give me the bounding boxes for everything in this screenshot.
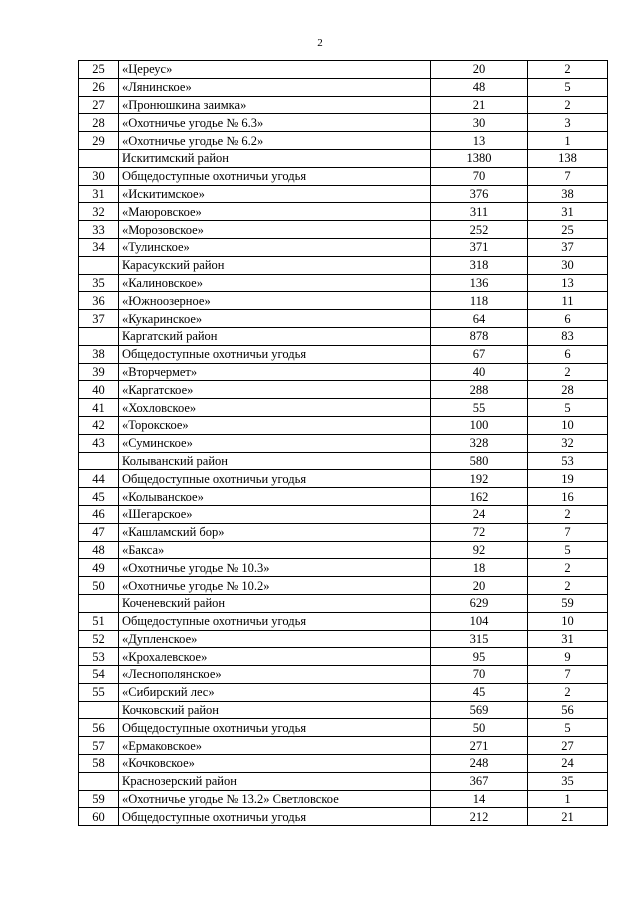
hunting-ground-name-cell: Колыванский район	[119, 452, 431, 470]
hunting-ground-name-cell: Общедоступные охотничьи угодья	[119, 719, 431, 737]
hunting-ground-name-cell: «Охотничье угодье № 6.2»	[119, 132, 431, 150]
row-number-cell: 38	[79, 345, 119, 363]
value-cell-b: 83	[528, 327, 608, 345]
table-row	[79, 577, 608, 595]
row-number-cell: 35	[79, 274, 119, 292]
value-cell-b: 37	[528, 238, 608, 256]
value-cell-a: 328	[431, 434, 528, 452]
value-cell-b: 11	[528, 292, 608, 310]
table-row	[79, 666, 608, 684]
value-cell-a: 20	[431, 61, 528, 79]
row-number-cell	[79, 701, 119, 719]
value-cell-a: 70	[431, 167, 528, 185]
value-cell-a: 55	[431, 399, 528, 417]
value-cell-b: 24	[528, 755, 608, 773]
value-cell-b: 38	[528, 185, 608, 203]
table-row	[79, 790, 608, 808]
hunting-ground-name-cell: Карасукский район	[119, 256, 431, 274]
value-cell-b: 5	[528, 541, 608, 559]
table-row	[79, 132, 608, 150]
table-row	[79, 114, 608, 132]
value-cell-b: 2	[528, 363, 608, 381]
value-cell-a: 72	[431, 523, 528, 541]
row-number-cell: 44	[79, 470, 119, 488]
hunting-ground-name-cell: Общедоступные охотничьи угодья	[119, 808, 431, 826]
value-cell-b: 16	[528, 488, 608, 506]
district-row	[79, 594, 608, 612]
value-cell-b: 6	[528, 310, 608, 328]
value-cell-b: 1	[528, 132, 608, 150]
value-cell-a: 64	[431, 310, 528, 328]
value-cell-b: 2	[528, 505, 608, 523]
district-row	[79, 452, 608, 470]
value-cell-b: 13	[528, 274, 608, 292]
value-cell-b: 56	[528, 701, 608, 719]
hunting-ground-name-cell: «Искитимское»	[119, 185, 431, 203]
table-row	[79, 505, 608, 523]
value-cell-a: 271	[431, 737, 528, 755]
value-cell-b: 7	[528, 666, 608, 684]
value-cell-a: 580	[431, 452, 528, 470]
row-number-cell: 47	[79, 523, 119, 541]
value-cell-a: 95	[431, 648, 528, 666]
hunting-ground-name-cell: Краснозерский район	[119, 772, 431, 790]
value-cell-a: 92	[431, 541, 528, 559]
row-number-cell	[79, 772, 119, 790]
value-cell-b: 9	[528, 648, 608, 666]
hunting-ground-name-cell: Коченевский район	[119, 594, 431, 612]
row-number-cell: 42	[79, 416, 119, 434]
value-cell-a: 24	[431, 505, 528, 523]
row-number-cell: 28	[79, 114, 119, 132]
row-number-cell: 50	[79, 577, 119, 595]
row-number-cell: 43	[79, 434, 119, 452]
value-cell-b: 31	[528, 630, 608, 648]
table-row	[79, 274, 608, 292]
hunting-ground-name-cell: «Охотничье угодье № 10.3»	[119, 559, 431, 577]
table-row	[79, 755, 608, 773]
value-cell-a: 104	[431, 612, 528, 630]
page-number: 2	[317, 37, 323, 49]
value-cell-a: 50	[431, 719, 528, 737]
hunting-ground-name-cell: «Колыванское»	[119, 488, 431, 506]
hunting-ground-name-cell: «Торокское»	[119, 416, 431, 434]
value-cell-a: 40	[431, 363, 528, 381]
row-number-cell: 55	[79, 683, 119, 701]
value-cell-a: 367	[431, 772, 528, 790]
hunting-ground-name-cell: «Бакса»	[119, 541, 431, 559]
value-cell-a: 212	[431, 808, 528, 826]
table-row	[79, 488, 608, 506]
value-cell-a: 252	[431, 221, 528, 239]
row-number-cell	[79, 256, 119, 274]
row-number-cell	[79, 149, 119, 167]
hunting-ground-name-cell: «Вторчермет»	[119, 363, 431, 381]
value-cell-b: 19	[528, 470, 608, 488]
row-number-cell	[79, 452, 119, 470]
value-cell-b: 1	[528, 790, 608, 808]
table-row	[79, 612, 608, 630]
value-cell-b: 30	[528, 256, 608, 274]
value-cell-a: 118	[431, 292, 528, 310]
value-cell-b: 10	[528, 416, 608, 434]
value-cell-b: 7	[528, 523, 608, 541]
district-row	[79, 701, 608, 719]
row-number-cell	[79, 327, 119, 345]
value-cell-a: 376	[431, 185, 528, 203]
row-number-cell: 54	[79, 666, 119, 684]
value-cell-b: 2	[528, 683, 608, 701]
value-cell-a: 70	[431, 666, 528, 684]
value-cell-b: 2	[528, 61, 608, 79]
hunting-ground-name-cell: «Сибирский лес»	[119, 683, 431, 701]
value-cell-b: 21	[528, 808, 608, 826]
table-row	[79, 310, 608, 328]
value-cell-a: 20	[431, 577, 528, 595]
value-cell-b: 2	[528, 559, 608, 577]
table-body	[79, 61, 608, 826]
value-cell-a: 136	[431, 274, 528, 292]
row-number-cell: 52	[79, 630, 119, 648]
value-cell-b: 35	[528, 772, 608, 790]
hunting-ground-name-cell: «Леснополянское»	[119, 666, 431, 684]
table-row	[79, 808, 608, 826]
value-cell-a: 569	[431, 701, 528, 719]
value-cell-b: 2	[528, 96, 608, 114]
value-cell-a: 1380	[431, 149, 528, 167]
value-cell-b: 53	[528, 452, 608, 470]
row-number-cell: 33	[79, 221, 119, 239]
value-cell-b: 138	[528, 149, 608, 167]
district-row	[79, 772, 608, 790]
hunting-ground-name-cell: «Шегарское»	[119, 505, 431, 523]
row-number-cell: 49	[79, 559, 119, 577]
row-number-cell: 36	[79, 292, 119, 310]
hunting-ground-name-cell: Общедоступные охотничьи угодья	[119, 470, 431, 488]
table-row	[79, 363, 608, 381]
value-cell-a: 315	[431, 630, 528, 648]
row-number-cell: 41	[79, 399, 119, 417]
table-row	[79, 381, 608, 399]
table-row	[79, 61, 608, 79]
value-cell-b: 28	[528, 381, 608, 399]
table-row	[79, 203, 608, 221]
hunting-ground-name-cell: «Каргатское»	[119, 381, 431, 399]
value-cell-a: 30	[431, 114, 528, 132]
table-row	[79, 630, 608, 648]
row-number-cell: 37	[79, 310, 119, 328]
row-number-cell: 46	[79, 505, 119, 523]
hunting-ground-name-cell: «Суминское»	[119, 434, 431, 452]
hunting-ground-name-cell: «Кашламский бор»	[119, 523, 431, 541]
hunting-ground-name-cell: «Морозовское»	[119, 221, 431, 239]
table-row	[79, 541, 608, 559]
hunting-ground-name-cell: «Южноозерное»	[119, 292, 431, 310]
value-cell-a: 288	[431, 381, 528, 399]
table-row	[79, 523, 608, 541]
value-cell-b: 5	[528, 78, 608, 96]
hunting-ground-name-cell: Кочковский район	[119, 701, 431, 719]
row-number-cell: 48	[79, 541, 119, 559]
value-cell-a: 67	[431, 345, 528, 363]
row-number-cell: 51	[79, 612, 119, 630]
value-cell-a: 371	[431, 238, 528, 256]
table-row	[79, 185, 608, 203]
value-cell-b: 3	[528, 114, 608, 132]
table-row	[79, 78, 608, 96]
hunting-ground-name-cell: «Кочковское»	[119, 755, 431, 773]
table-row	[79, 737, 608, 755]
district-row	[79, 327, 608, 345]
hunting-ground-name-cell: «Калиновское»	[119, 274, 431, 292]
hunting-ground-name-cell: «Цереус»	[119, 61, 431, 79]
row-number-cell: 57	[79, 737, 119, 755]
hunting-ground-name-cell: Искитимский район	[119, 149, 431, 167]
hunting-ground-name-cell: «Охотничье угодье № 6.3»	[119, 114, 431, 132]
value-cell-a: 48	[431, 78, 528, 96]
row-number-cell: 26	[79, 78, 119, 96]
hunting-ground-name-cell: Общедоступные охотничьи угодья	[119, 345, 431, 363]
table-row	[79, 345, 608, 363]
table-row	[79, 96, 608, 114]
row-number-cell	[79, 594, 119, 612]
value-cell-a: 311	[431, 203, 528, 221]
row-number-cell: 53	[79, 648, 119, 666]
row-number-cell: 60	[79, 808, 119, 826]
value-cell-a: 14	[431, 790, 528, 808]
value-cell-a: 21	[431, 96, 528, 114]
row-number-cell: 40	[79, 381, 119, 399]
hunting-ground-name-cell: «Дупленское»	[119, 630, 431, 648]
value-cell-b: 5	[528, 399, 608, 417]
row-number-cell: 27	[79, 96, 119, 114]
value-cell-b: 25	[528, 221, 608, 239]
table-row	[79, 434, 608, 452]
value-cell-b: 32	[528, 434, 608, 452]
table-row	[79, 683, 608, 701]
row-number-cell: 29	[79, 132, 119, 150]
row-number-cell: 59	[79, 790, 119, 808]
hunting-ground-name-cell: «Лянинское»	[119, 78, 431, 96]
value-cell-a: 18	[431, 559, 528, 577]
table-row	[79, 648, 608, 666]
hunting-ground-name-cell: «Пронюшкина заимка»	[119, 96, 431, 114]
table-row	[79, 719, 608, 737]
hunting-ground-name-cell: Общедоступные охотничьи угодья	[119, 167, 431, 185]
value-cell-a: 248	[431, 755, 528, 773]
hunting-ground-name-cell: «Крохалевское»	[119, 648, 431, 666]
value-cell-a: 100	[431, 416, 528, 434]
table-row	[79, 238, 608, 256]
row-number-cell: 25	[79, 61, 119, 79]
value-cell-a: 192	[431, 470, 528, 488]
quota-table	[78, 60, 608, 826]
value-cell-a: 162	[431, 488, 528, 506]
hunting-ground-name-cell: Общедоступные охотничьи угодья	[119, 612, 431, 630]
hunting-ground-name-cell: «Тулинское»	[119, 238, 431, 256]
value-cell-b: 6	[528, 345, 608, 363]
row-number-cell: 39	[79, 363, 119, 381]
district-row	[79, 256, 608, 274]
value-cell-a: 878	[431, 327, 528, 345]
row-number-cell: 31	[79, 185, 119, 203]
district-row	[79, 149, 608, 167]
hunting-ground-name-cell: «Хохловское»	[119, 399, 431, 417]
row-number-cell: 30	[79, 167, 119, 185]
hunting-ground-name-cell: «Охотничье угодье № 13.2» Светловское	[119, 790, 431, 808]
value-cell-a: 13	[431, 132, 528, 150]
value-cell-b: 10	[528, 612, 608, 630]
table-row	[79, 416, 608, 434]
value-cell-b: 2	[528, 577, 608, 595]
table-row	[79, 221, 608, 239]
row-number-cell: 58	[79, 755, 119, 773]
value-cell-a: 45	[431, 683, 528, 701]
value-cell-b: 31	[528, 203, 608, 221]
row-number-cell: 32	[79, 203, 119, 221]
hunting-ground-name-cell: «Охотничье угодье № 10.2»	[119, 577, 431, 595]
hunting-ground-name-cell: Каргатский район	[119, 327, 431, 345]
row-number-cell: 45	[79, 488, 119, 506]
table-row	[79, 399, 608, 417]
row-number-cell: 34	[79, 238, 119, 256]
value-cell-a: 318	[431, 256, 528, 274]
value-cell-b: 5	[528, 719, 608, 737]
value-cell-a: 629	[431, 594, 528, 612]
table-row	[79, 167, 608, 185]
value-cell-b: 59	[528, 594, 608, 612]
table-row	[79, 470, 608, 488]
value-cell-b: 27	[528, 737, 608, 755]
row-number-cell: 56	[79, 719, 119, 737]
hunting-ground-name-cell: «Маюровское»	[119, 203, 431, 221]
value-cell-b: 7	[528, 167, 608, 185]
table-row	[79, 292, 608, 310]
table-row	[79, 559, 608, 577]
hunting-ground-name-cell: «Ермаковское»	[119, 737, 431, 755]
hunting-ground-name-cell: «Кукаринское»	[119, 310, 431, 328]
